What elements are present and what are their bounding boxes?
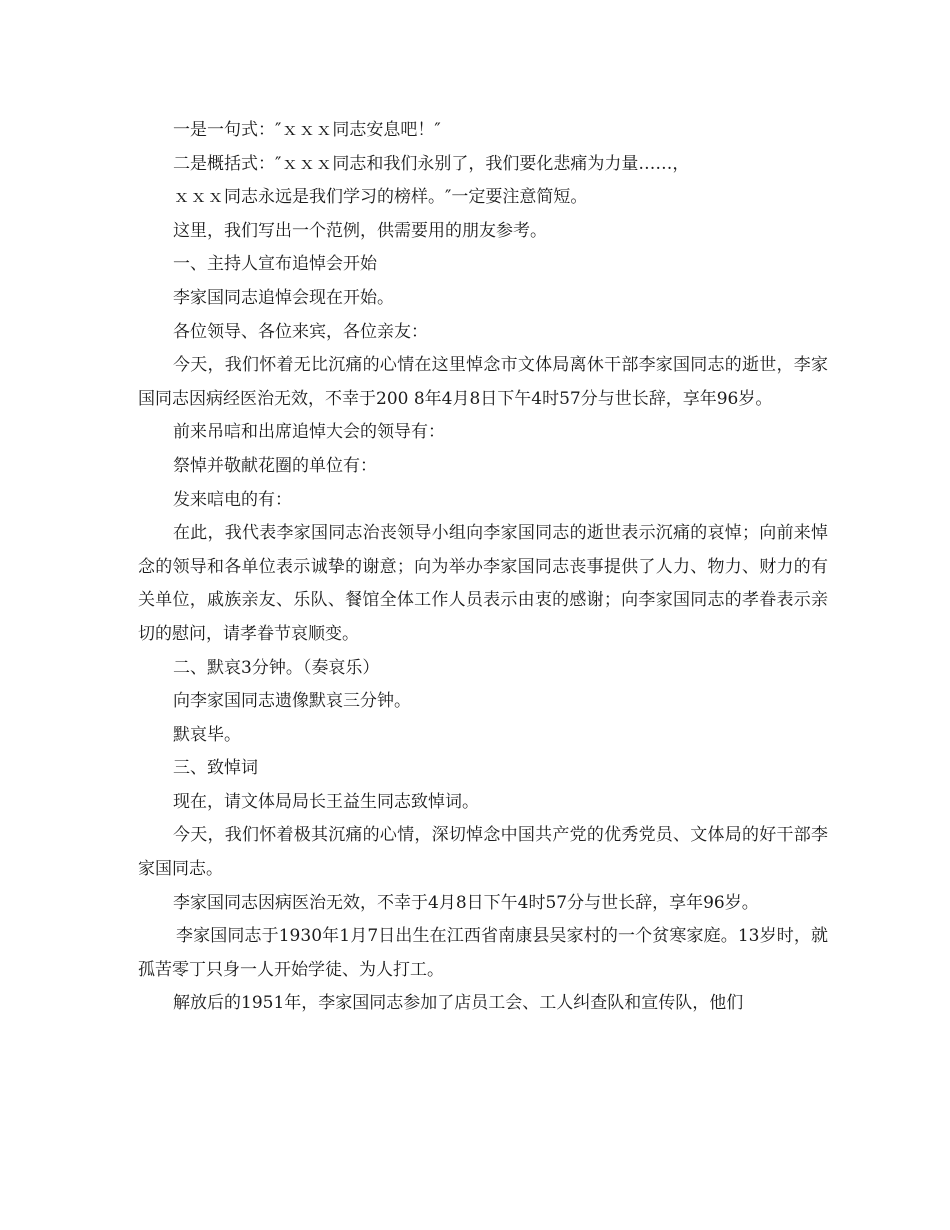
paragraph-18: 解放后的1951年，李家国同志参加了店员工会、工人纠查队和宣传队，他们 xyxy=(173,993,744,1014)
paragraph-15: 今天，我们怀着极其沉痛的心情，深切悼念中国共产党的优秀党员、文体局的好干部李家国同志。 xyxy=(138,825,828,880)
paragraph-5: 李家国同志追悼会现在开始。 xyxy=(173,287,394,308)
paragraph-10: 发来唁电的有： xyxy=(173,489,292,510)
paragraph-1: 一是一句式：″ｘｘｘ同志安息吧！″ xyxy=(173,120,441,140)
paragraph-16: 李家国同志因病医治无效，不幸于4月8日下午4时57分与世长辞，享年96岁。 xyxy=(173,892,759,913)
paragraph-3: ｘｘｘ同志永远是我们学习的榜样。″一定要注意简短。 xyxy=(173,187,588,208)
paragraph-14: 现在，请文体局局长王益生同志致悼词。 xyxy=(173,791,479,812)
paragraph-9: 祭悼并敬献花圈的单位有： xyxy=(173,455,377,476)
paragraph-8: 前来吊唁和出席追悼大会的领导有： xyxy=(173,422,445,443)
paragraph-4: 这里，我们写出一个范例，供需要用的朋友参考。 xyxy=(173,220,547,241)
paragraph-11: 在此，我代表李家国同志治丧领导小组向李家国同志的逝世表示沉痛的哀悼；向前来悼念的领导和各单位表示诚挚的谢意；向为举办李家国同志丧事提供了人力、物力、财力的有关单位，戚族亲友、乐队、餐馆全体工作人员表示由衷的感谢；向李家国同志的孝眷表示亲切的慰问，请孝眷节哀顺变。 xyxy=(138,523,828,644)
paragraph-12: 向李家国同志遗像默哀三分钟。 xyxy=(173,691,411,712)
paragraph-17: 李家国同志于1930年1月7日出生在江西省南康县吴家村的一个贫寒家庭。13岁时，就孤苦零丁只身一人开始学徒、为人打工。 xyxy=(138,926,828,980)
section-heading-2: 二、默哀3分钟。（奏哀乐） xyxy=(173,657,380,678)
paragraph-7: 今天，我们怀着无比沉痛的心情在这里悼念市文体局离休干部李家国同志的逝世，李家国同志因病经医治无效，不幸于200 8年4月8日下午4时57分与世长辞，享年96岁。 xyxy=(138,355,828,409)
paragraph-6: 各位领导、各位来宾，各位亲友： xyxy=(173,321,428,342)
section-heading-3: 三、致悼词 xyxy=(173,758,258,779)
section-heading-1: 一、主持人宣布追悼会开始 xyxy=(173,254,377,275)
paragraph-13: 默哀毕。 xyxy=(173,724,241,745)
document-body xyxy=(138,114,828,1021)
paragraph-2: 二是概括式：″ｘｘｘ同志和我们永别了，我们要化悲痛为力量……， xyxy=(173,153,690,174)
